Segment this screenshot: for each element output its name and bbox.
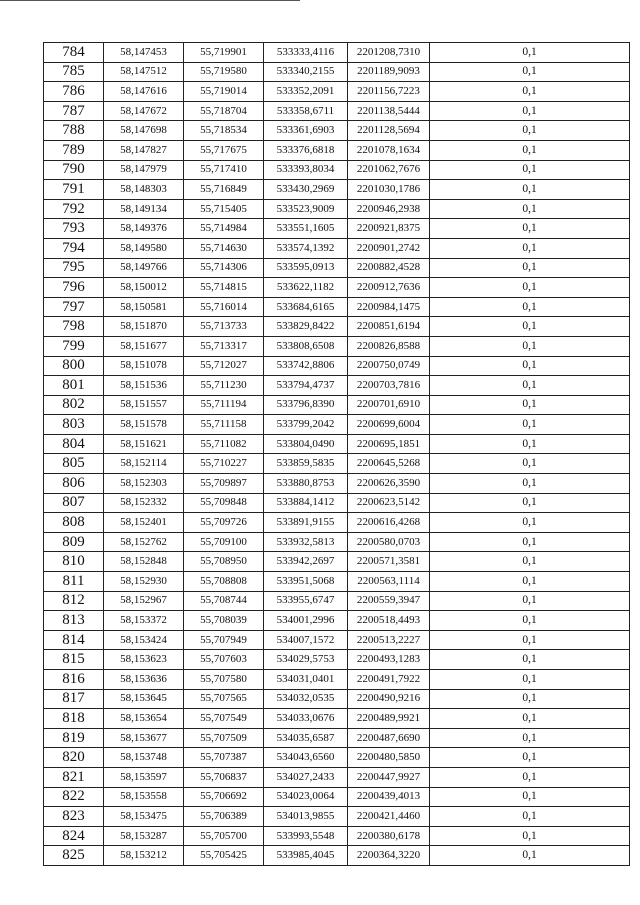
point-number-cell: 816 [44,670,104,690]
table-row [44,199,630,219]
table-row [44,591,630,611]
longitude-cell: 55,715405 [184,199,264,219]
longitude-cell: 55,709897 [184,474,264,494]
longitude-cell: 55,709848 [184,493,264,513]
point-number-cell: 797 [44,297,104,317]
y-coordinate-cell: 2200364,3220 [348,846,430,866]
latitude-cell: 58,152303 [104,474,184,494]
point-number-cell: 825 [44,846,104,866]
longitude-cell: 55,706389 [184,807,264,827]
precision-cell: 0,1 [430,199,630,219]
point-number-cell: 806 [44,474,104,494]
latitude-cell: 58,152967 [104,591,184,611]
y-coordinate-cell: 2200912,7636 [348,278,430,298]
precision-cell: 0,1 [430,376,630,396]
table-row [44,650,630,670]
precision-cell: 0,1 [430,630,630,650]
point-number-cell: 799 [44,336,104,356]
precision-cell: 0,1 [430,43,630,63]
latitude-cell: 58,149766 [104,258,184,278]
coordinates-table-body [44,43,630,866]
longitude-cell: 55,718534 [184,121,264,141]
y-coordinate-cell: 2200750,0749 [348,356,430,376]
x-coordinate-cell: 533684,6165 [264,297,348,317]
point-number-cell: 810 [44,552,104,572]
x-coordinate-cell: 533794,4737 [264,376,348,396]
latitude-cell: 58,150012 [104,278,184,298]
latitude-cell: 58,151870 [104,317,184,337]
y-coordinate-cell: 2200882,4528 [348,258,430,278]
longitude-cell: 55,705700 [184,826,264,846]
coordinates-table [43,42,630,866]
y-coordinate-cell: 2201078,1634 [348,140,430,160]
point-number-cell: 813 [44,611,104,631]
x-coordinate-cell: 533393,8034 [264,160,348,180]
table-row [44,395,630,415]
table-row [44,493,630,513]
y-coordinate-cell: 2200571,3581 [348,552,430,572]
y-coordinate-cell: 2200491,7922 [348,670,430,690]
point-number-cell: 788 [44,121,104,141]
x-coordinate-cell: 533993,5548 [264,826,348,846]
longitude-cell: 55,709726 [184,513,264,533]
point-number-cell: 811 [44,572,104,592]
x-coordinate-cell: 533333,4116 [264,43,348,63]
longitude-cell: 55,719014 [184,82,264,102]
point-number-cell: 823 [44,807,104,827]
longitude-cell: 55,714815 [184,278,264,298]
y-coordinate-cell: 2201189,9093 [348,62,430,82]
table-row [44,258,630,278]
latitude-cell: 58,153645 [104,689,184,709]
longitude-cell: 55,707565 [184,689,264,709]
precision-cell: 0,1 [430,670,630,690]
precision-cell: 0,1 [430,434,630,454]
table-row [44,317,630,337]
table-row [44,611,630,631]
y-coordinate-cell: 2200421,4460 [348,807,430,827]
x-coordinate-cell: 533804,0490 [264,434,348,454]
y-coordinate-cell: 2200480,5850 [348,748,430,768]
latitude-cell: 58,147979 [104,160,184,180]
precision-cell: 0,1 [430,62,630,82]
precision-cell: 0,1 [430,552,630,572]
point-number-cell: 789 [44,140,104,160]
longitude-cell: 55,707580 [184,670,264,690]
point-number-cell: 814 [44,630,104,650]
x-coordinate-cell: 534023,0064 [264,787,348,807]
y-coordinate-cell: 2200493,1283 [348,650,430,670]
x-coordinate-cell: 533361,6903 [264,121,348,141]
latitude-cell: 58,147616 [104,82,184,102]
precision-cell: 0,1 [430,160,630,180]
x-coordinate-cell: 533951,5068 [264,572,348,592]
longitude-cell: 55,708039 [184,611,264,631]
precision-cell: 0,1 [430,82,630,102]
precision-cell: 0,1 [430,728,630,748]
latitude-cell: 58,150581 [104,297,184,317]
precision-cell: 0,1 [430,611,630,631]
latitude-cell: 58,153597 [104,767,184,787]
table-row [44,278,630,298]
x-coordinate-cell: 534043,6560 [264,748,348,768]
longitude-cell: 55,708950 [184,552,264,572]
x-coordinate-cell: 533352,2091 [264,82,348,102]
table-row [44,572,630,592]
x-coordinate-cell: 533799,2042 [264,415,348,435]
precision-cell: 0,1 [430,415,630,435]
precision-cell: 0,1 [430,180,630,200]
point-number-cell: 804 [44,434,104,454]
y-coordinate-cell: 2200626,3590 [348,474,430,494]
longitude-cell: 55,707509 [184,728,264,748]
longitude-cell: 55,718704 [184,101,264,121]
point-number-cell: 812 [44,591,104,611]
latitude-cell: 58,152848 [104,552,184,572]
x-coordinate-cell: 533891,9155 [264,513,348,533]
point-number-cell: 802 [44,395,104,415]
longitude-cell: 55,709100 [184,532,264,552]
x-coordinate-cell: 534027,2433 [264,767,348,787]
point-number-cell: 807 [44,493,104,513]
table-row [44,748,630,768]
x-coordinate-cell: 533955,6747 [264,591,348,611]
point-number-cell: 821 [44,767,104,787]
table-row [44,101,630,121]
longitude-cell: 55,707949 [184,630,264,650]
y-coordinate-cell: 2200447,9927 [348,767,430,787]
y-coordinate-cell: 2200695,1851 [348,434,430,454]
x-coordinate-cell: 533340,2155 [264,62,348,82]
latitude-cell: 58,153654 [104,709,184,729]
x-coordinate-cell: 533574,1392 [264,238,348,258]
precision-cell: 0,1 [430,140,630,160]
precision-cell: 0,1 [430,219,630,239]
y-coordinate-cell: 2200580,0703 [348,532,430,552]
latitude-cell: 58,153287 [104,826,184,846]
precision-cell: 0,1 [430,493,630,513]
y-coordinate-cell: 2200703,7816 [348,376,430,396]
longitude-cell: 55,714306 [184,258,264,278]
table-row [44,376,630,396]
table-row [44,826,630,846]
precision-cell: 0,1 [430,474,630,494]
point-number-cell: 800 [44,356,104,376]
point-number-cell: 794 [44,238,104,258]
latitude-cell: 58,153677 [104,728,184,748]
point-number-cell: 784 [44,43,104,63]
longitude-cell: 55,710227 [184,454,264,474]
point-number-cell: 820 [44,748,104,768]
x-coordinate-cell: 533551,1605 [264,219,348,239]
longitude-cell: 55,707387 [184,748,264,768]
longitude-cell: 55,716849 [184,180,264,200]
table-row [44,552,630,572]
x-coordinate-cell: 533796,8390 [264,395,348,415]
y-coordinate-cell: 2201156,7223 [348,82,430,102]
longitude-cell: 55,716014 [184,297,264,317]
longitude-cell: 55,706692 [184,787,264,807]
precision-cell: 0,1 [430,826,630,846]
latitude-cell: 58,151536 [104,376,184,396]
table-row [44,513,630,533]
y-coordinate-cell: 2200559,3947 [348,591,430,611]
y-coordinate-cell: 2200851,6194 [348,317,430,337]
table-row [44,709,630,729]
latitude-cell: 58,147698 [104,121,184,141]
precision-cell: 0,1 [430,572,630,592]
table-row [44,767,630,787]
point-number-cell: 798 [44,317,104,337]
table-row [44,140,630,160]
table-row [44,82,630,102]
latitude-cell: 58,153636 [104,670,184,690]
latitude-cell: 58,151677 [104,336,184,356]
latitude-cell: 58,153748 [104,748,184,768]
x-coordinate-cell: 534033,0676 [264,709,348,729]
x-coordinate-cell: 533880,8753 [264,474,348,494]
table-row [44,121,630,141]
precision-cell: 0,1 [430,395,630,415]
point-number-cell: 795 [44,258,104,278]
latitude-cell: 58,153212 [104,846,184,866]
precision-cell: 0,1 [430,689,630,709]
precision-cell: 0,1 [430,258,630,278]
longitude-cell: 55,705425 [184,846,264,866]
y-coordinate-cell: 2200901,2742 [348,238,430,258]
latitude-cell: 58,153424 [104,630,184,650]
table-row [44,787,630,807]
longitude-cell: 55,713317 [184,336,264,356]
point-number-cell: 790 [44,160,104,180]
longitude-cell: 55,717675 [184,140,264,160]
y-coordinate-cell: 2200645,5268 [348,454,430,474]
x-coordinate-cell: 533622,1182 [264,278,348,298]
x-coordinate-cell: 533829,8422 [264,317,348,337]
latitude-cell: 58,147827 [104,140,184,160]
latitude-cell: 58,152762 [104,532,184,552]
x-coordinate-cell: 533859,5835 [264,454,348,474]
y-coordinate-cell: 2200513,2227 [348,630,430,650]
x-coordinate-cell: 534032,0535 [264,689,348,709]
x-coordinate-cell: 533430,2969 [264,180,348,200]
latitude-cell: 58,153372 [104,611,184,631]
latitude-cell: 58,153558 [104,787,184,807]
x-coordinate-cell: 534029,5753 [264,650,348,670]
longitude-cell: 55,711194 [184,395,264,415]
latitude-cell: 58,152401 [104,513,184,533]
x-coordinate-cell: 533376,6818 [264,140,348,160]
table-row [44,297,630,317]
point-number-cell: 793 [44,219,104,239]
point-number-cell: 818 [44,709,104,729]
y-coordinate-cell: 2200701,6910 [348,395,430,415]
precision-cell: 0,1 [430,454,630,474]
precision-cell: 0,1 [430,101,630,121]
x-coordinate-cell: 533942,2697 [264,552,348,572]
longitude-cell: 55,712027 [184,356,264,376]
x-coordinate-cell: 534013,9855 [264,807,348,827]
precision-cell: 0,1 [430,807,630,827]
table-row [44,689,630,709]
latitude-cell: 58,152332 [104,493,184,513]
y-coordinate-cell: 2200616,4268 [348,513,430,533]
precision-cell: 0,1 [430,336,630,356]
point-number-cell: 796 [44,278,104,298]
precision-cell: 0,1 [430,767,630,787]
document-page [43,42,629,866]
y-coordinate-cell: 2200699,6004 [348,415,430,435]
table-row [44,180,630,200]
table-row [44,160,630,180]
precision-cell: 0,1 [430,748,630,768]
table-row [44,807,630,827]
x-coordinate-cell: 534001,2996 [264,611,348,631]
y-coordinate-cell: 2200946,2938 [348,199,430,219]
precision-cell: 0,1 [430,121,630,141]
point-number-cell: 785 [44,62,104,82]
latitude-cell: 58,153475 [104,807,184,827]
latitude-cell: 58,152930 [104,572,184,592]
x-coordinate-cell: 534007,1572 [264,630,348,650]
table-row [44,630,630,650]
table-row [44,336,630,356]
precision-cell: 0,1 [430,356,630,376]
longitude-cell: 55,708744 [184,591,264,611]
x-coordinate-cell: 533932,5813 [264,532,348,552]
latitude-cell: 58,148303 [104,180,184,200]
longitude-cell: 55,706837 [184,767,264,787]
x-coordinate-cell: 533742,8806 [264,356,348,376]
precision-cell: 0,1 [430,238,630,258]
precision-cell: 0,1 [430,787,630,807]
point-number-cell: 809 [44,532,104,552]
point-number-cell: 803 [44,415,104,435]
point-number-cell: 791 [44,180,104,200]
latitude-cell: 58,151078 [104,356,184,376]
y-coordinate-cell: 2200487,6690 [348,728,430,748]
precision-cell: 0,1 [430,650,630,670]
point-number-cell: 824 [44,826,104,846]
point-number-cell: 822 [44,787,104,807]
y-coordinate-cell: 2200623,5142 [348,493,430,513]
table-row [44,728,630,748]
y-coordinate-cell: 2200921,8375 [348,219,430,239]
table-row [44,62,630,82]
longitude-cell: 55,719901 [184,43,264,63]
latitude-cell: 58,147672 [104,101,184,121]
latitude-cell: 58,147453 [104,43,184,63]
table-row [44,434,630,454]
y-coordinate-cell: 2200489,9921 [348,709,430,729]
y-coordinate-cell: 2200563,1114 [348,572,430,592]
table-row [44,532,630,552]
latitude-cell: 58,149580 [104,238,184,258]
top-rule [0,0,300,1]
y-coordinate-cell: 2200490,9216 [348,689,430,709]
longitude-cell: 55,713733 [184,317,264,337]
x-coordinate-cell: 533595,0913 [264,258,348,278]
table-row [44,356,630,376]
latitude-cell: 58,151578 [104,415,184,435]
y-coordinate-cell: 2200984,1475 [348,297,430,317]
y-coordinate-cell: 2200518,4493 [348,611,430,631]
point-number-cell: 786 [44,82,104,102]
latitude-cell: 58,153623 [104,650,184,670]
y-coordinate-cell: 2200380,6178 [348,826,430,846]
latitude-cell: 58,149376 [104,219,184,239]
latitude-cell: 58,151557 [104,395,184,415]
longitude-cell: 55,719580 [184,62,264,82]
table-row [44,454,630,474]
table-row [44,670,630,690]
y-coordinate-cell: 2201128,5694 [348,121,430,141]
table-row [44,474,630,494]
precision-cell: 0,1 [430,317,630,337]
point-number-cell: 792 [44,199,104,219]
longitude-cell: 55,714984 [184,219,264,239]
longitude-cell: 55,711158 [184,415,264,435]
precision-cell: 0,1 [430,709,630,729]
longitude-cell: 55,707603 [184,650,264,670]
precision-cell: 0,1 [430,846,630,866]
longitude-cell: 55,711230 [184,376,264,396]
point-number-cell: 817 [44,689,104,709]
table-row [44,219,630,239]
table-row [44,238,630,258]
y-coordinate-cell: 2201030,1786 [348,180,430,200]
table-row [44,43,630,63]
table-row [44,846,630,866]
longitude-cell: 55,717410 [184,160,264,180]
y-coordinate-cell: 2201208,7310 [348,43,430,63]
x-coordinate-cell: 533523,9009 [264,199,348,219]
point-number-cell: 805 [44,454,104,474]
y-coordinate-cell: 2200439,4013 [348,787,430,807]
longitude-cell: 55,714630 [184,238,264,258]
precision-cell: 0,1 [430,591,630,611]
x-coordinate-cell: 534035,6587 [264,728,348,748]
point-number-cell: 801 [44,376,104,396]
x-coordinate-cell: 533884,1412 [264,493,348,513]
point-number-cell: 819 [44,728,104,748]
longitude-cell: 55,707549 [184,709,264,729]
latitude-cell: 58,149134 [104,199,184,219]
x-coordinate-cell: 533985,4045 [264,846,348,866]
point-number-cell: 815 [44,650,104,670]
point-number-cell: 787 [44,101,104,121]
table-row [44,415,630,435]
point-number-cell: 808 [44,513,104,533]
latitude-cell: 58,147512 [104,62,184,82]
precision-cell: 0,1 [430,513,630,533]
precision-cell: 0,1 [430,532,630,552]
y-coordinate-cell: 2201062,7676 [348,160,430,180]
y-coordinate-cell: 2201138,5444 [348,101,430,121]
latitude-cell: 58,152114 [104,454,184,474]
latitude-cell: 58,151621 [104,434,184,454]
precision-cell: 0,1 [430,278,630,298]
longitude-cell: 55,711082 [184,434,264,454]
x-coordinate-cell: 533358,6711 [264,101,348,121]
precision-cell: 0,1 [430,297,630,317]
longitude-cell: 55,708808 [184,572,264,592]
x-coordinate-cell: 534031,0401 [264,670,348,690]
x-coordinate-cell: 533808,6508 [264,336,348,356]
y-coordinate-cell: 2200826,8588 [348,336,430,356]
